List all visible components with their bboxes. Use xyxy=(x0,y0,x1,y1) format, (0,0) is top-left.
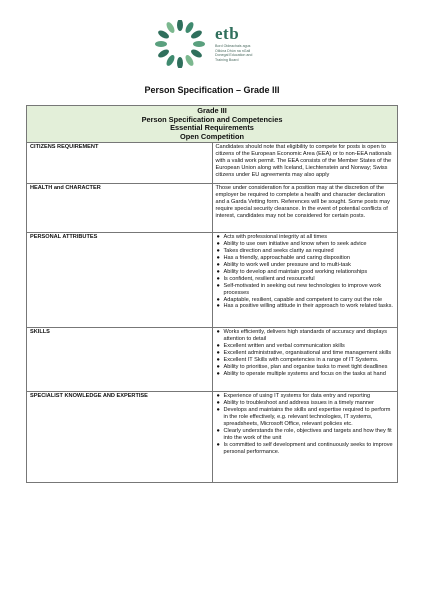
bullet-dot-icon: ● xyxy=(216,303,220,310)
list-item xyxy=(216,262,395,269)
header-line: Essential Requirements xyxy=(170,123,254,133)
bullet-dot-icon: ● xyxy=(216,363,220,370)
table-row xyxy=(27,328,398,392)
row-content xyxy=(212,233,398,328)
list-item xyxy=(216,234,395,241)
bullet-dot-icon: ● xyxy=(216,296,220,303)
list-item xyxy=(216,371,395,378)
table-header xyxy=(27,106,398,143)
list-item xyxy=(216,400,395,407)
bullet-dot-icon: ● xyxy=(216,357,220,363)
row-label: SPECIALIST KNOWLEDGE AND EXPERTISE xyxy=(27,392,213,483)
bullet-dot-icon: ● xyxy=(216,248,220,255)
list-item xyxy=(216,407,395,428)
logo-name: etb xyxy=(215,24,240,43)
bullet-dot-icon: ● xyxy=(216,370,220,377)
list-item xyxy=(216,276,395,283)
list-item-text: Clearly understands the role, objectives and targets and how they fit into the work of the unit xyxy=(223,427,392,441)
row-label: CITIZENS REQUIREMENT xyxy=(27,143,213,184)
bullet-dot-icon: ● xyxy=(216,268,220,275)
list-item xyxy=(216,393,395,400)
list-item-text: Ability to operate multiple systems and focus on the tasks at hand xyxy=(223,370,386,377)
page-title: Person Specification – Grade III xyxy=(144,85,280,95)
list-item-text: Is committed to self development and continuously seeks to improve personal performance. xyxy=(223,441,393,455)
header-line: Grade III xyxy=(197,106,227,115)
bullet-dot-icon: ● xyxy=(216,262,220,268)
person-spec-table xyxy=(26,105,398,483)
list-item-text: Ability to prioritise, plan and organise tasks to meet tight deadlines xyxy=(223,363,388,370)
table-row xyxy=(27,184,398,233)
bullet-dot-icon: ● xyxy=(216,441,220,448)
etb-logo xyxy=(155,20,285,68)
list-item-text: Self-motivated in seeking out new technologies to improve work processes xyxy=(223,282,382,296)
bullet-dot-icon: ● xyxy=(216,393,220,400)
list-item-text: Acts with professional integrity at all times xyxy=(223,234,328,241)
bullet-dot-icon: ● xyxy=(216,343,220,350)
header-line: Person Specification and Competencies xyxy=(141,114,283,124)
list-item-text: Ability to troubleshoot and address issues in a timely manner xyxy=(223,400,374,407)
list-item xyxy=(216,364,395,371)
list-item xyxy=(216,428,395,442)
bullet-list xyxy=(216,234,395,310)
list-item-text: Takes direction and seeks clarity as required xyxy=(223,248,334,255)
row-label: PERSONAL ATTRIBUTES xyxy=(27,233,213,328)
list-item xyxy=(216,283,395,297)
row-label: SKILLS xyxy=(27,328,213,392)
bullet-dot-icon: ● xyxy=(216,241,220,248)
list-item-text: Excellent IT Skills with competencies in a range of IT Systems. xyxy=(223,357,379,363)
list-item xyxy=(216,255,395,262)
list-item-text: Ability to develop and maintain good working relationships xyxy=(223,268,368,275)
list-item xyxy=(216,442,395,456)
bullet-dot-icon: ● xyxy=(216,350,220,357)
list-item-text: Is confident, resilient and resourceful xyxy=(223,275,315,282)
row-content xyxy=(212,328,398,392)
list-item xyxy=(216,303,395,310)
logo-subtitle-line: Bord Oideachais agus xyxy=(215,44,251,48)
bullet-dot-icon: ● xyxy=(216,407,220,414)
header-line: Open Competition xyxy=(179,131,245,141)
bullet-list xyxy=(216,329,395,377)
bullet-dot-icon: ● xyxy=(216,234,220,241)
table-header-row xyxy=(27,106,398,143)
list-item-text: Excellent written and verbal communication skills xyxy=(223,343,345,350)
logo-subtitle-line: Oiliúna Dhún na nGall xyxy=(215,48,251,53)
logo-subtitle xyxy=(215,44,285,62)
list-item-text: Ability to work well under pressure and to multi-task xyxy=(223,262,351,268)
logo-subtitle-line: Training Board xyxy=(215,57,239,62)
list-item xyxy=(216,269,395,276)
row-content xyxy=(212,392,398,483)
bullet-dot-icon: ● xyxy=(216,427,220,434)
list-item-text: Has a positive willing attitude in their approach to work related tasks. xyxy=(223,303,393,310)
list-item-text: Has a friendly, approachable and caring disposition xyxy=(223,255,350,262)
list-item-text: Ability to use own initiative and know when to seek advice xyxy=(223,241,367,248)
list-item-text: Excellent administrative, organisational and time management skills xyxy=(223,350,392,357)
list-item-text: Adaptable, resilient, capable and competent to carry out the role xyxy=(223,296,383,303)
logo-subtitle-line: Donegal Education and xyxy=(215,53,253,58)
row-content: Candidates should note that eligibility to compete for posts is open to citizens of the European Economic Area (EEA) or to non-EEA nationals with a valid work permit. The EEA consists of the Member States of the European Union along with Iceland, Liechtenstein and Norway; Swiss citizens under EU agreements may also apply xyxy=(212,143,398,184)
list-item-text: Develops and maintains the skills and expertise required to perform in the role effectively, e.g. relevant technologies, IT systems, spreadsheets, Microsoft Office, relevant policies etc. xyxy=(223,407,391,427)
row-label: HEALTH and CHARACTER xyxy=(27,184,213,233)
list-item-text: Experience of using IT systems for data entry and reporting xyxy=(223,393,371,400)
bullet-dot-icon: ● xyxy=(216,329,220,336)
list-item xyxy=(216,248,395,255)
list-item xyxy=(216,343,395,350)
bullet-list xyxy=(216,393,395,455)
table-row xyxy=(27,143,398,184)
list-item-text: Works efficiently, delivers high standards of accuracy and displays attention to detail xyxy=(223,329,388,343)
etb-swirl-logo-icon xyxy=(155,20,205,68)
row-content: Those under consideration for a position may at the discretion of the employer be required to complete a health and character declaration and a Garda Vetting form. References will be sought. Some posts may require special security clearance. In the event of potential conflicts of interest, candidates may not be considered for certain posts. xyxy=(212,184,398,233)
bullet-dot-icon: ● xyxy=(216,255,220,262)
table-row xyxy=(27,392,398,483)
bullet-dot-icon: ● xyxy=(216,400,220,407)
list-item xyxy=(216,241,395,248)
list-item xyxy=(216,357,395,364)
list-item xyxy=(216,329,395,343)
bullet-dot-icon: ● xyxy=(216,275,220,282)
table-row xyxy=(27,233,398,328)
list-item xyxy=(216,297,395,304)
list-item xyxy=(216,350,395,357)
bullet-dot-icon: ● xyxy=(216,282,220,289)
